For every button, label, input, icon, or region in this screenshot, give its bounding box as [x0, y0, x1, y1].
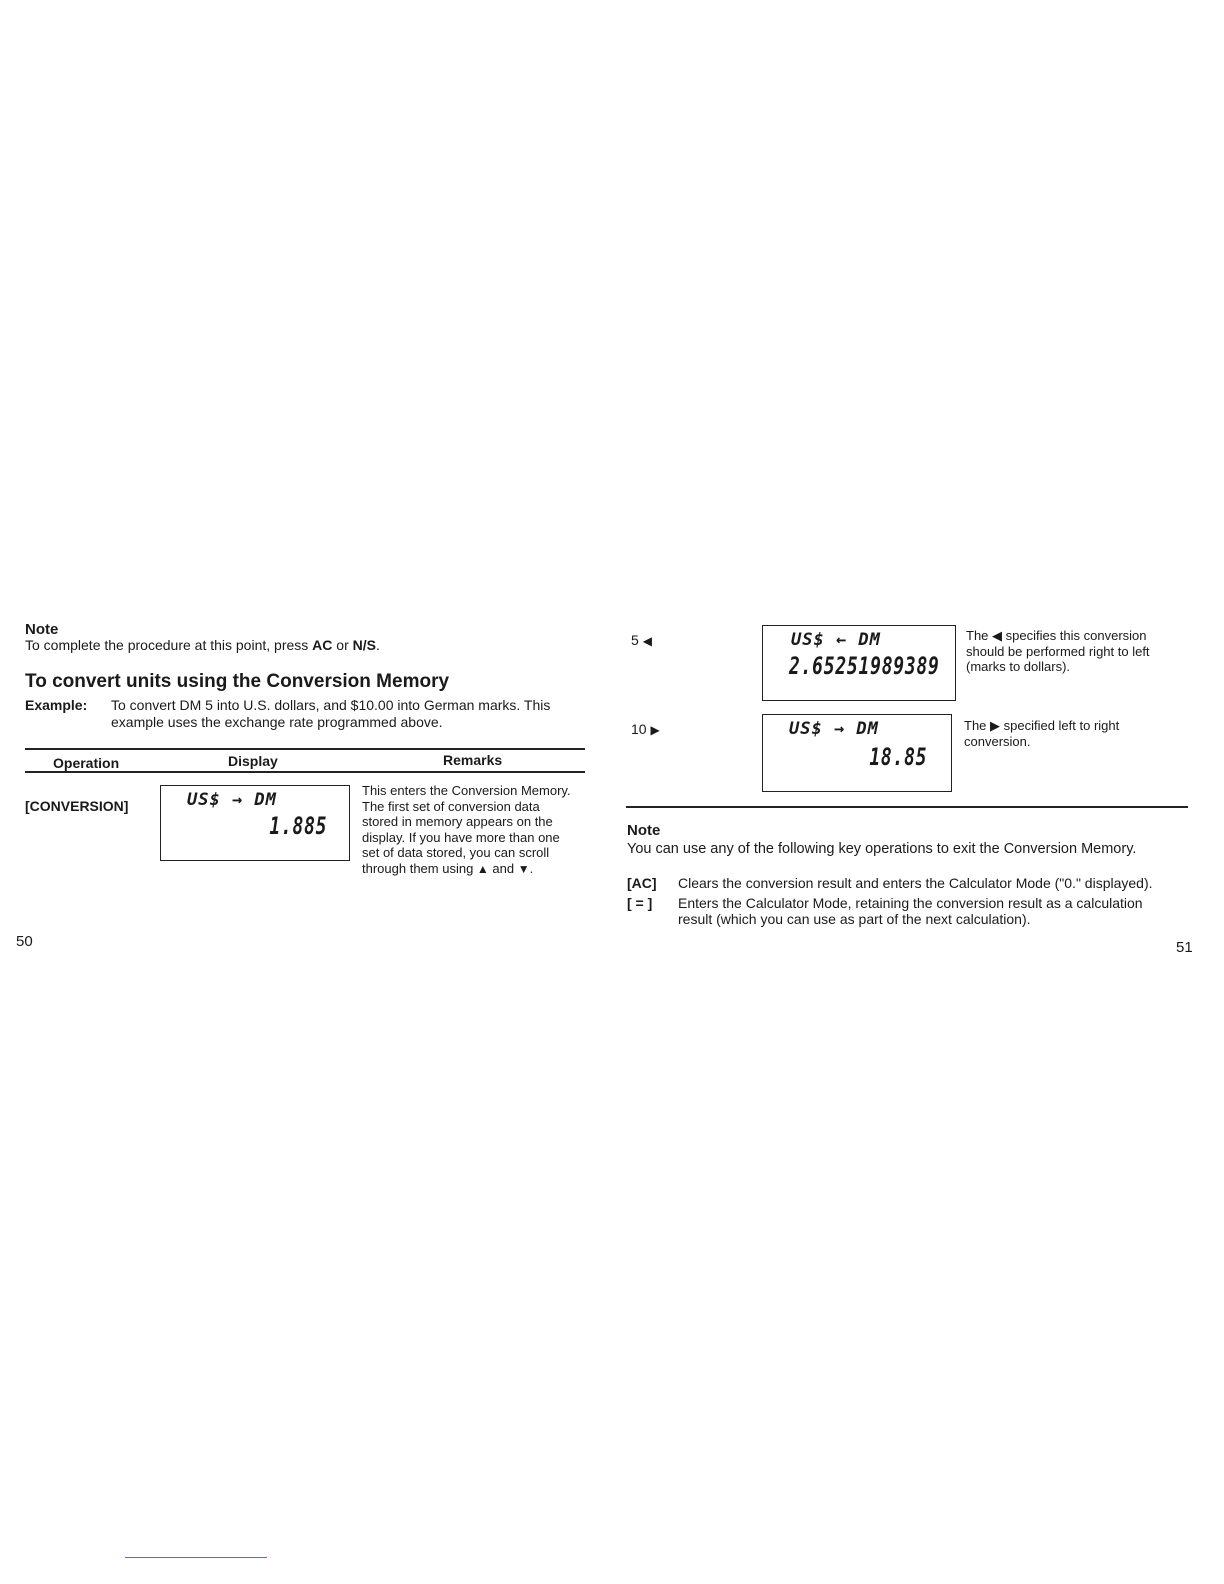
- right-arrow-key-icon: ▶: [650, 723, 660, 737]
- header-display: Display: [228, 753, 278, 769]
- note-key-ac: [AC]: [627, 875, 657, 891]
- key-ns: N/S: [352, 637, 376, 653]
- up-arrow-icon: ▲: [476, 861, 489, 876]
- page-number-left: 50: [16, 933, 33, 950]
- example-line-1: To convert DM 5 into U.S. dollars, and $10.00 into German marks. This: [111, 697, 551, 713]
- lcd-display-conversion: [160, 785, 350, 861]
- step-operation-2: 10 ▶: [631, 721, 660, 737]
- lcd-value: 2.65251989389: [789, 652, 940, 680]
- page-number-right: 51: [1176, 939, 1193, 956]
- left-note-title: Note: [25, 621, 59, 638]
- right-note-title: Note: [627, 822, 661, 839]
- remarks-conversion: This enters the Conversion Memory. The first set of conversion data stored in memory appears on the display. If you have more than one set of data stored, you can scroll through them using ▲ and ▼.: [362, 783, 571, 876]
- remarks-step-1: The ◀ specifies this conversion should be performed right to left (marks to dollars).: [966, 628, 1150, 674]
- left-arrow-key-icon: ◀: [642, 634, 652, 648]
- step-operation-1: 5 ◀: [631, 632, 652, 648]
- example-label: Example:: [25, 697, 88, 713]
- table-header-rule: [25, 771, 585, 773]
- left-note-text: To complete the procedure at this point, press AC or N/S.: [25, 637, 380, 653]
- lcd-value: 1.885: [269, 812, 327, 840]
- right-note-text: You can use any of the following key operations to exit the Conversion Memory.: [627, 841, 1137, 857]
- section-heading: To convert units using the Conversion Memory: [25, 671, 450, 692]
- down-arrow-icon: ▼: [517, 861, 530, 876]
- lcd-mode-text: US$ ← DM: [791, 630, 881, 650]
- remarks-step-2: The ▶ specified left to right conversion.: [964, 718, 1120, 749]
- operation-conversion: [CONVERSION]: [25, 798, 129, 814]
- lcd-value: 18.85: [869, 743, 927, 771]
- bottom-blue-rule: [125, 1557, 267, 1558]
- key-ac: AC: [312, 637, 333, 653]
- table-top-rule: [25, 748, 585, 750]
- note-desc-equals: Enters the Calculator Mode, retaining the conversion result as a calculation result (which you can use as part of the next calculation).: [678, 895, 1143, 927]
- header-operation: Operation: [53, 755, 120, 771]
- note-desc-ac: Clears the conversion result and enters the Calculator Mode ("0." displayed).: [678, 875, 1153, 891]
- lcd-display-step-1: [762, 625, 956, 701]
- lcd-display-step-2: [762, 714, 952, 792]
- lcd-mode-text: US$ → DM: [187, 790, 277, 810]
- right-divider-rule: [626, 806, 1188, 808]
- example-line-2: example uses the exchange rate programmed above.: [111, 714, 443, 730]
- lcd-mode-text: US$ → DM: [789, 719, 879, 739]
- header-remarks: Remarks: [443, 752, 503, 768]
- note-key-equals: [ = ]: [627, 895, 653, 911]
